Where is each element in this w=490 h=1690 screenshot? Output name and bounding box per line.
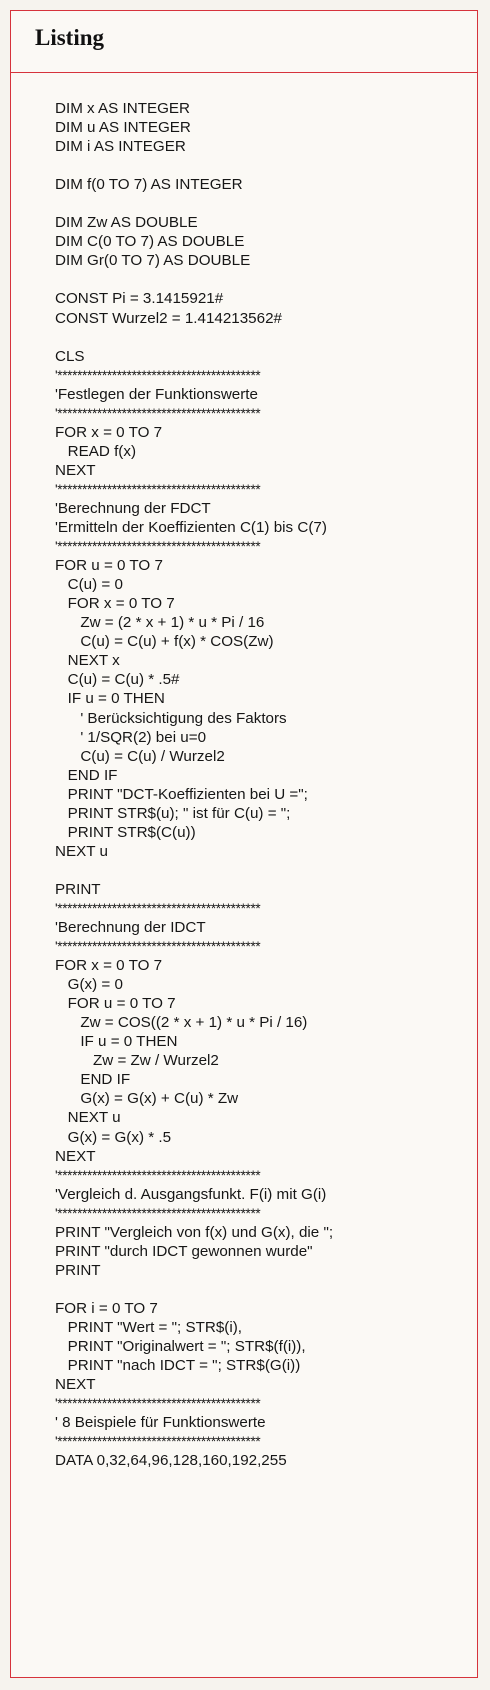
code-line: PRINT "nach IDCT = "; STR$(G(i))	[55, 1357, 301, 1375]
code-line: '*****************************************	[55, 481, 261, 497]
code-line: END IF	[55, 1071, 131, 1089]
code-line: '*****************************************	[55, 900, 261, 916]
code-line: 'Vergleich d. Ausgangsfunkt. F(i) mit G(i)	[55, 1185, 327, 1203]
code-line: FOR x = 0 TO 7	[55, 957, 163, 975]
code-line: Zw = Zw / Wurzel2	[55, 1052, 219, 1070]
code-line: IF u = 0 THEN	[55, 1033, 178, 1051]
code-line: PRINT	[55, 1261, 101, 1279]
code-line	[55, 861, 467, 880]
code-line: Zw = COS((2 * x + 1) * u * Pi / 16)	[55, 1014, 308, 1032]
code-line: Zw = (2 * x + 1) * u * Pi / 16	[55, 614, 265, 632]
code-line: NEXT	[55, 1147, 96, 1165]
code-line: '*****************************************	[55, 405, 261, 421]
code-line	[55, 194, 467, 213]
code-line: PRINT	[55, 880, 101, 898]
code-line: C(u) = C(u) * .5#	[55, 671, 180, 689]
code-line: PRINT "DCT-Koeffizienten bei U =";	[55, 785, 308, 803]
code-line: ' 8 Beispiele für Funktionswerte	[55, 1414, 266, 1432]
code-line: C(u) = 0	[55, 576, 123, 594]
code-line: IF u = 0 THEN	[55, 690, 165, 708]
code-line	[55, 1280, 467, 1299]
code-line: CONST Wurzel2 = 1.414213562#	[55, 309, 282, 327]
code-line	[55, 328, 467, 347]
code-line: PRINT "Vergleich von f(x) und G(x), die ";	[55, 1223, 334, 1241]
code-line: PRINT "Wert = "; STR$(i),	[55, 1319, 243, 1336]
code-line: 'Festlegen der Funktionswerte	[55, 385, 258, 403]
code-line: FOR u = 0 TO 7	[55, 995, 176, 1013]
code-line: DIM Gr(0 TO 7) AS DOUBLE	[55, 252, 251, 270]
code-line: DIM x AS INTEGER	[55, 100, 191, 117]
code-line	[55, 156, 467, 175]
code-line: '*****************************************	[55, 939, 261, 955]
code-line: NEXT	[55, 1376, 96, 1394]
code-line: FOR x = 0 TO 7	[55, 595, 175, 613]
code-line: NEXT u	[55, 842, 108, 860]
code-line: G(x) = G(x) * .5	[55, 1128, 172, 1146]
code-line: ' Berücksichtigung des Faktors	[55, 709, 287, 727]
listing-title: Listing	[35, 25, 105, 50]
code-line: NEXT u	[55, 1109, 121, 1127]
code-line: DIM f(0 TO 7) AS INTEGER	[55, 176, 243, 194]
code-line: CONST Pi = 3.1415921#	[55, 290, 224, 308]
code-line: FOR u = 0 TO 7	[55, 557, 163, 575]
code-line: NEXT x	[55, 652, 120, 670]
listing-box	[10, 10, 478, 1678]
code-line: PRINT STR$(C(u))	[55, 823, 196, 841]
code-line: ' 1/SQR(2) bei u=0	[55, 728, 207, 746]
code-line: END IF	[55, 766, 118, 784]
code-line: PRINT "Originalwert = "; STR$(f(i)),	[55, 1338, 306, 1356]
listing-header	[11, 11, 477, 73]
code-line: C(u) = C(u) + f(x) * COS(Zw)	[55, 633, 274, 651]
code-line: '*****************************************	[55, 367, 261, 383]
code-line: CLS	[55, 347, 85, 365]
code-line: FOR i = 0 TO 7	[55, 1299, 158, 1317]
code-line: PRINT "durch IDCT gewonnen wurde"	[55, 1242, 313, 1260]
code-line: '*****************************************	[55, 1167, 261, 1183]
code-listing	[55, 99, 467, 1470]
code-line: FOR x = 0 TO 7	[55, 423, 163, 441]
code-line: READ f(x)	[55, 442, 137, 460]
code-line: DIM Zw AS DOUBLE	[55, 214, 198, 232]
code-line: '*****************************************	[55, 539, 261, 555]
code-line: '*****************************************	[55, 1396, 261, 1412]
code-line: 'Berechnung der FDCT	[55, 499, 211, 517]
code-line: G(x) = 0	[55, 976, 123, 994]
code-line: G(x) = G(x) + C(u) * Zw	[55, 1090, 239, 1108]
code-line: NEXT	[55, 461, 96, 479]
code-line: 'Ermitteln der Koeffizienten C(1) bis C(7)	[55, 519, 327, 537]
code-line: C(u) = C(u) / Wurzel2	[55, 747, 225, 765]
code-line: DIM u AS INTEGER	[55, 119, 191, 137]
code-line: '*****************************************	[55, 1434, 261, 1450]
code-line	[55, 270, 467, 289]
code-line: DIM i AS INTEGER	[55, 138, 186, 156]
code-line: 'Berechnung der IDCT	[55, 919, 206, 937]
code-line: DIM C(0 TO 7) AS DOUBLE	[55, 233, 245, 251]
code-line: PRINT STR$(u); " ist für C(u) = ";	[55, 804, 291, 822]
code-line: '*****************************************	[55, 1205, 261, 1221]
code-line: DATA 0,32,64,96,128,160,192,255	[55, 1452, 287, 1470]
